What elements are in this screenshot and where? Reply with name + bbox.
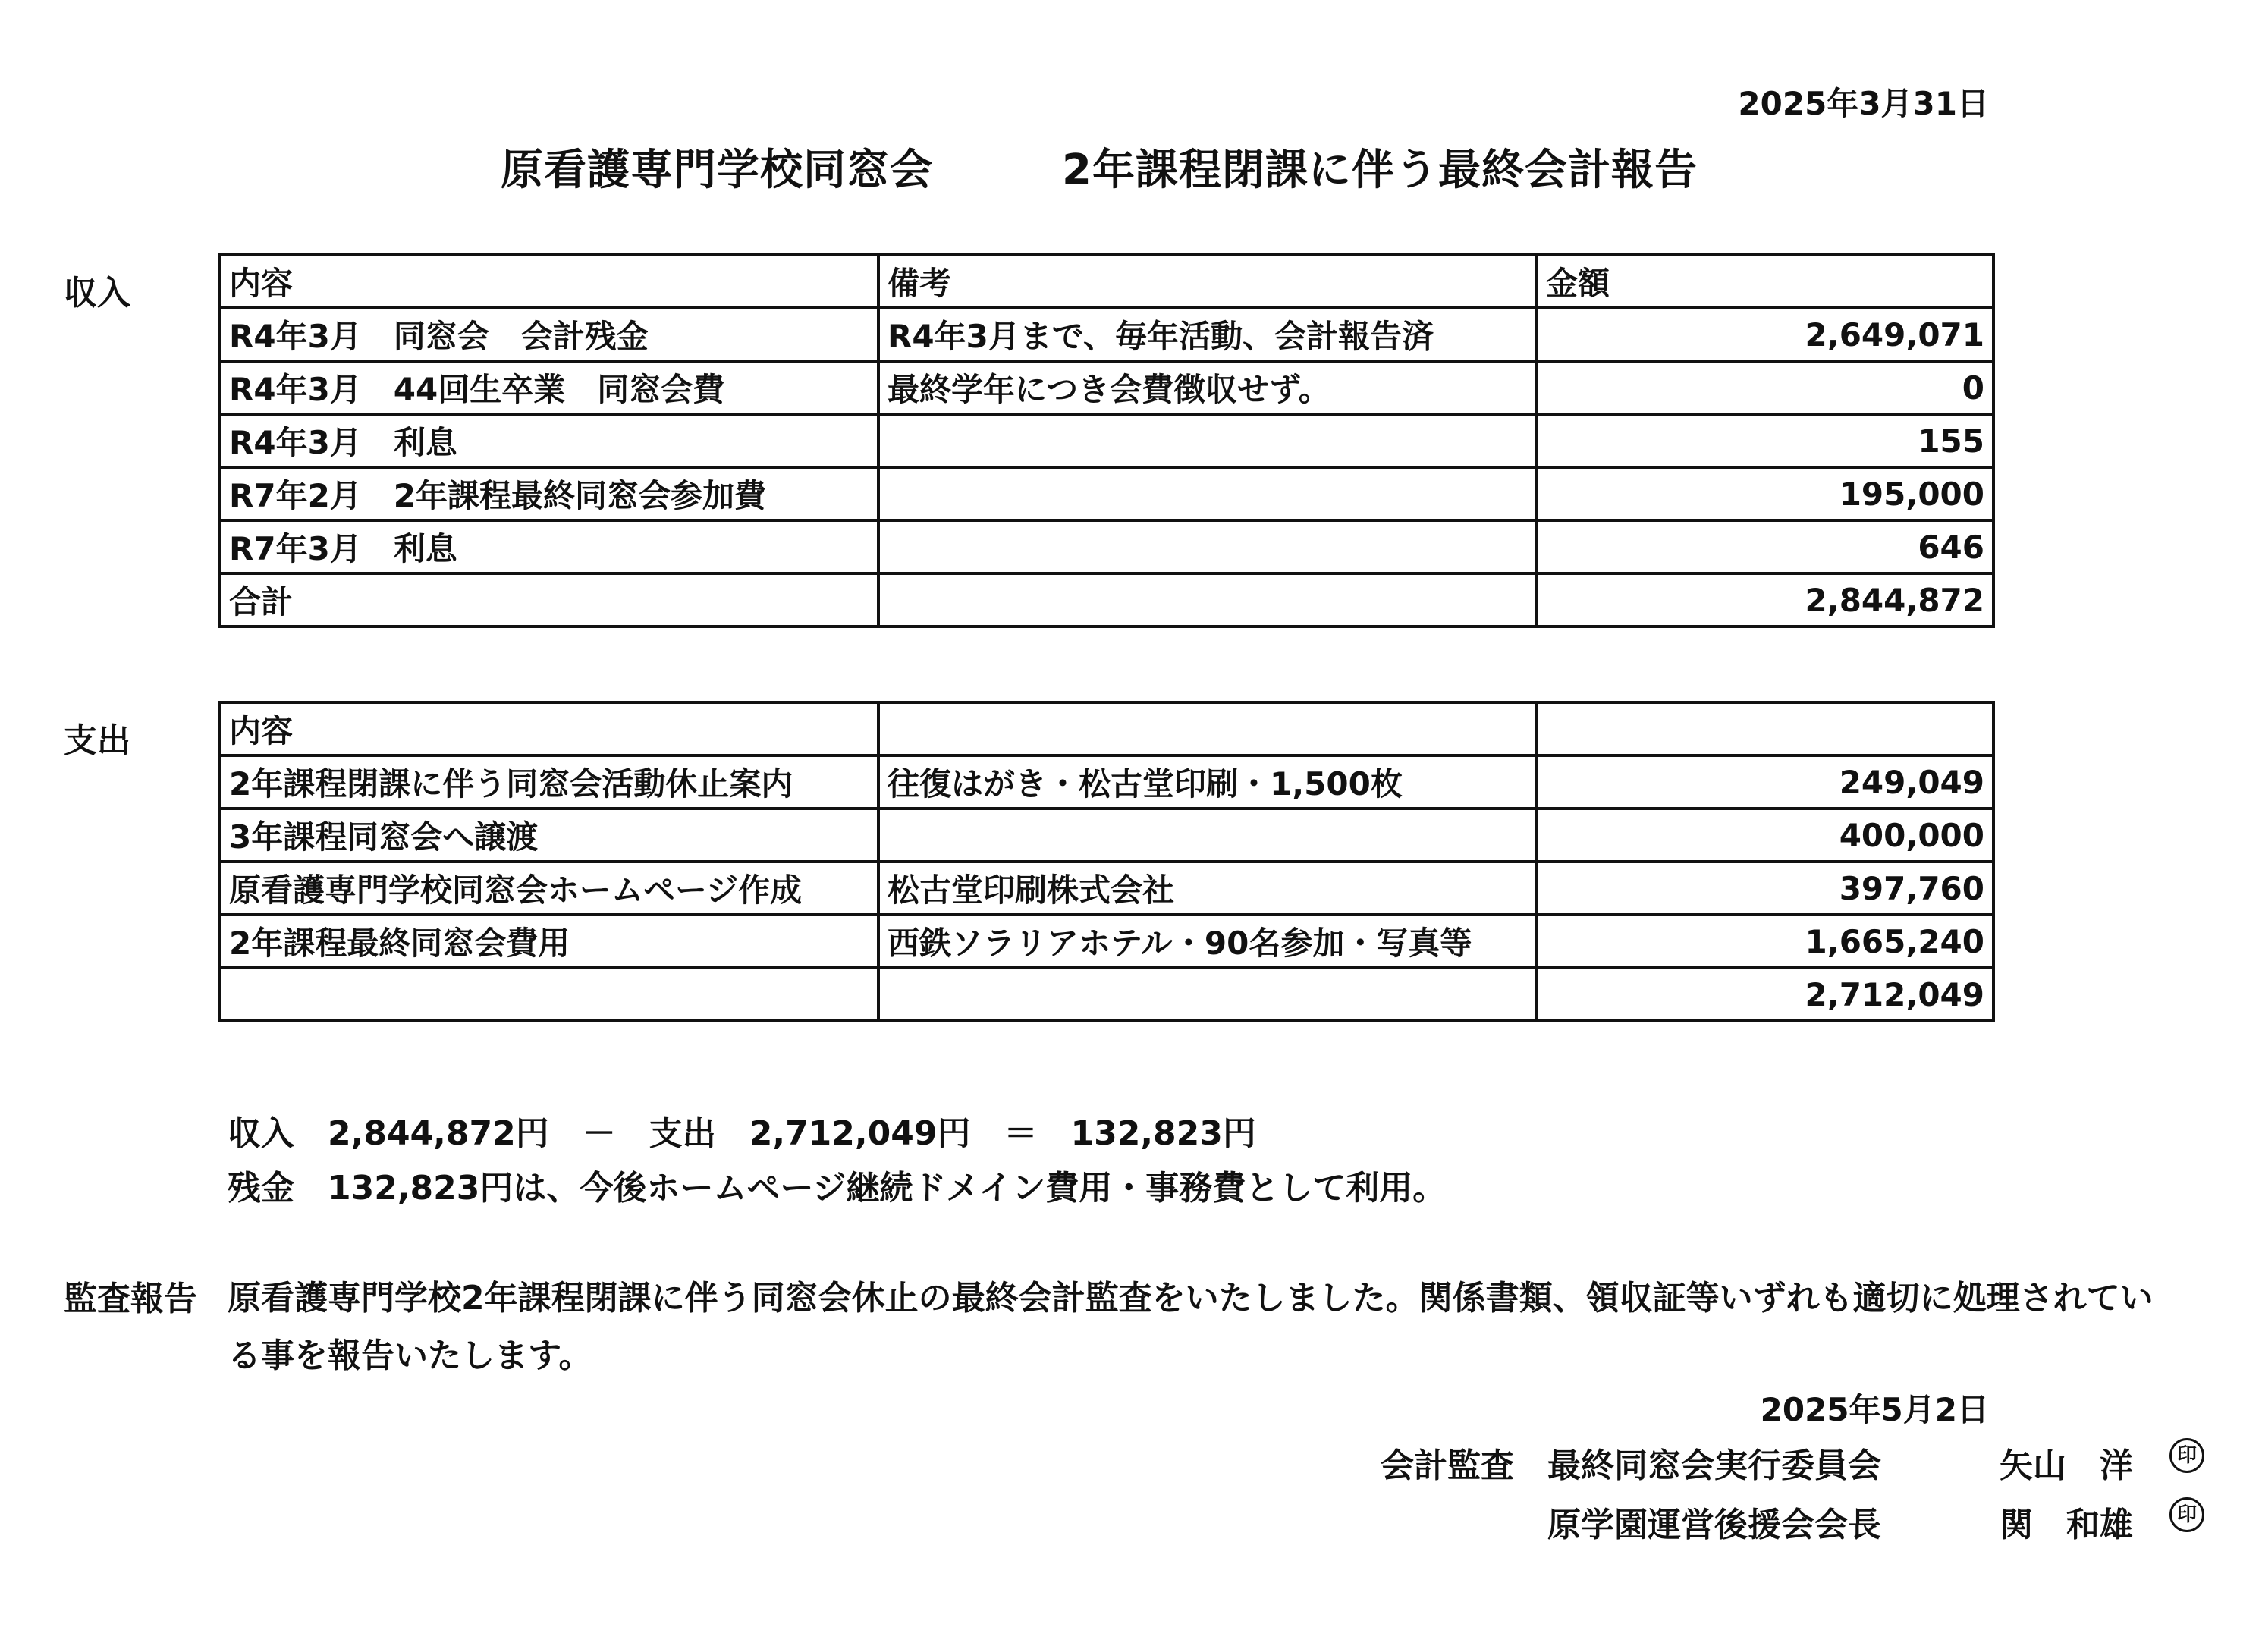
signer-role: 会計監査 bbox=[1381, 1446, 1514, 1485]
expense-table bbox=[218, 701, 1995, 1022]
balance-usage-note: 残金 132,823円は、今後ホームページ継続ドメイン費用・事務費として利用。 bbox=[228, 1169, 1447, 1208]
income-header-amount: 金額 bbox=[1537, 255, 1993, 308]
income-header-content: 内容 bbox=[220, 255, 878, 308]
expense-label: 支出 bbox=[64, 721, 130, 760]
row-amount: 249,049 bbox=[1537, 755, 1993, 809]
page-title bbox=[501, 137, 1698, 197]
row-content: R7年2月 2年課程最終同窓会参加費 bbox=[220, 467, 878, 520]
title-organization: 原看護専門学校同窓会 bbox=[501, 146, 933, 195]
table-row bbox=[220, 308, 1993, 361]
expense-header-amount bbox=[1537, 702, 1993, 755]
income-total-amount: 2,844,872 bbox=[1537, 573, 1993, 627]
expense-total-row bbox=[220, 968, 1993, 1021]
audit-statement: 原看護専門学校2年課程閉課に伴う同窓会休止の最終会計監査をいたしました。関係書類、領収証等いずれも適切に処理されている事を報告いたします。 bbox=[228, 1279, 2154, 1375]
signer-org: 原学園運営後援会会長 bbox=[1547, 1506, 1881, 1544]
seal-mark: 印 bbox=[2169, 1438, 2204, 1473]
row-content: R4年3月 44回生卒業 同窓会費 bbox=[220, 361, 878, 414]
row-content: R4年3月 利息 bbox=[220, 414, 878, 467]
row-note: 往復はがき・松古堂印刷・1,500枚 bbox=[878, 755, 1537, 809]
table-row bbox=[220, 520, 1993, 573]
row-amount: 397,760 bbox=[1537, 862, 1993, 915]
row-amount: 2,649,071 bbox=[1537, 308, 1993, 361]
income-label: 収入 bbox=[64, 274, 130, 312]
table-row bbox=[220, 467, 1993, 520]
income-table bbox=[218, 253, 1995, 628]
expense-header-row bbox=[220, 702, 1993, 755]
table-row bbox=[220, 809, 1993, 862]
expense-total-amount: 2,712,049 bbox=[1537, 968, 1993, 1021]
seal-mark: 印 bbox=[2169, 1497, 2204, 1532]
row-content: 原看護専門学校同窓会ホームページ作成 bbox=[220, 862, 878, 915]
income-header-row bbox=[220, 255, 1993, 308]
row-note: R4年3月まで、毎年活動、会計報告済 bbox=[878, 308, 1537, 361]
title-subject: 2年課程閉課に伴う最終会計報告 bbox=[1062, 146, 1698, 195]
table-row bbox=[220, 915, 1993, 968]
row-note bbox=[878, 573, 1537, 627]
row-note bbox=[878, 520, 1537, 573]
row-content: 合計 bbox=[220, 573, 878, 627]
row-note: 西鉄ソラリアホテル・90名参加・写真等 bbox=[878, 915, 1537, 968]
row-amount: 646 bbox=[1537, 520, 1993, 573]
expense-header-content: 内容 bbox=[220, 702, 878, 755]
table-row bbox=[220, 755, 1993, 809]
row-content: 3年課程同窓会へ譲渡 bbox=[220, 809, 878, 862]
row-amount: 400,000 bbox=[1537, 809, 1993, 862]
seal-icon bbox=[2169, 1497, 2204, 1532]
row-note bbox=[878, 467, 1537, 520]
signer-name: 関 和雄 bbox=[2000, 1506, 2133, 1544]
seal-icon bbox=[2169, 1438, 2204, 1473]
audit-date: 2025年5月2日 bbox=[1760, 1391, 1989, 1428]
row-amount: 155 bbox=[1537, 414, 1993, 467]
audit-label: 監査報告 bbox=[64, 1280, 197, 1318]
row-note: 最終学年につき会費徴収せず。 bbox=[878, 361, 1537, 414]
row-note bbox=[878, 809, 1537, 862]
signer-name: 矢山 洋 bbox=[2000, 1446, 2133, 1485]
table-row bbox=[220, 361, 1993, 414]
row-amount: 0 bbox=[1537, 361, 1993, 414]
row-amount: 1,665,240 bbox=[1537, 915, 1993, 968]
table-row bbox=[220, 862, 1993, 915]
row-note bbox=[878, 968, 1537, 1021]
balance-calculation: 収入 2,844,872円 － 支出 2,712,049円 ＝ 132,823円 bbox=[228, 1114, 1256, 1153]
income-header-note: 備考 bbox=[878, 255, 1537, 308]
row-amount: 195,000 bbox=[1537, 467, 1993, 520]
table-row bbox=[220, 414, 1993, 467]
signer-org: 最終同窓会実行委員会 bbox=[1547, 1446, 1881, 1485]
expense-header-note bbox=[878, 702, 1537, 755]
row-content: R7年3月 利息 bbox=[220, 520, 878, 573]
row-content: 2年課程最終同窓会費用 bbox=[220, 915, 878, 968]
row-note bbox=[878, 414, 1537, 467]
report-date: 2025年3月31日 bbox=[1738, 85, 1989, 122]
row-note: 松古堂印刷株式会社 bbox=[878, 862, 1537, 915]
income-total-row bbox=[220, 573, 1993, 627]
row-content: 2年課程閉課に伴う同窓会活動休止案内 bbox=[220, 755, 878, 809]
row-content bbox=[220, 968, 878, 1021]
row-content: R4年3月 同窓会 会計残金 bbox=[220, 308, 878, 361]
